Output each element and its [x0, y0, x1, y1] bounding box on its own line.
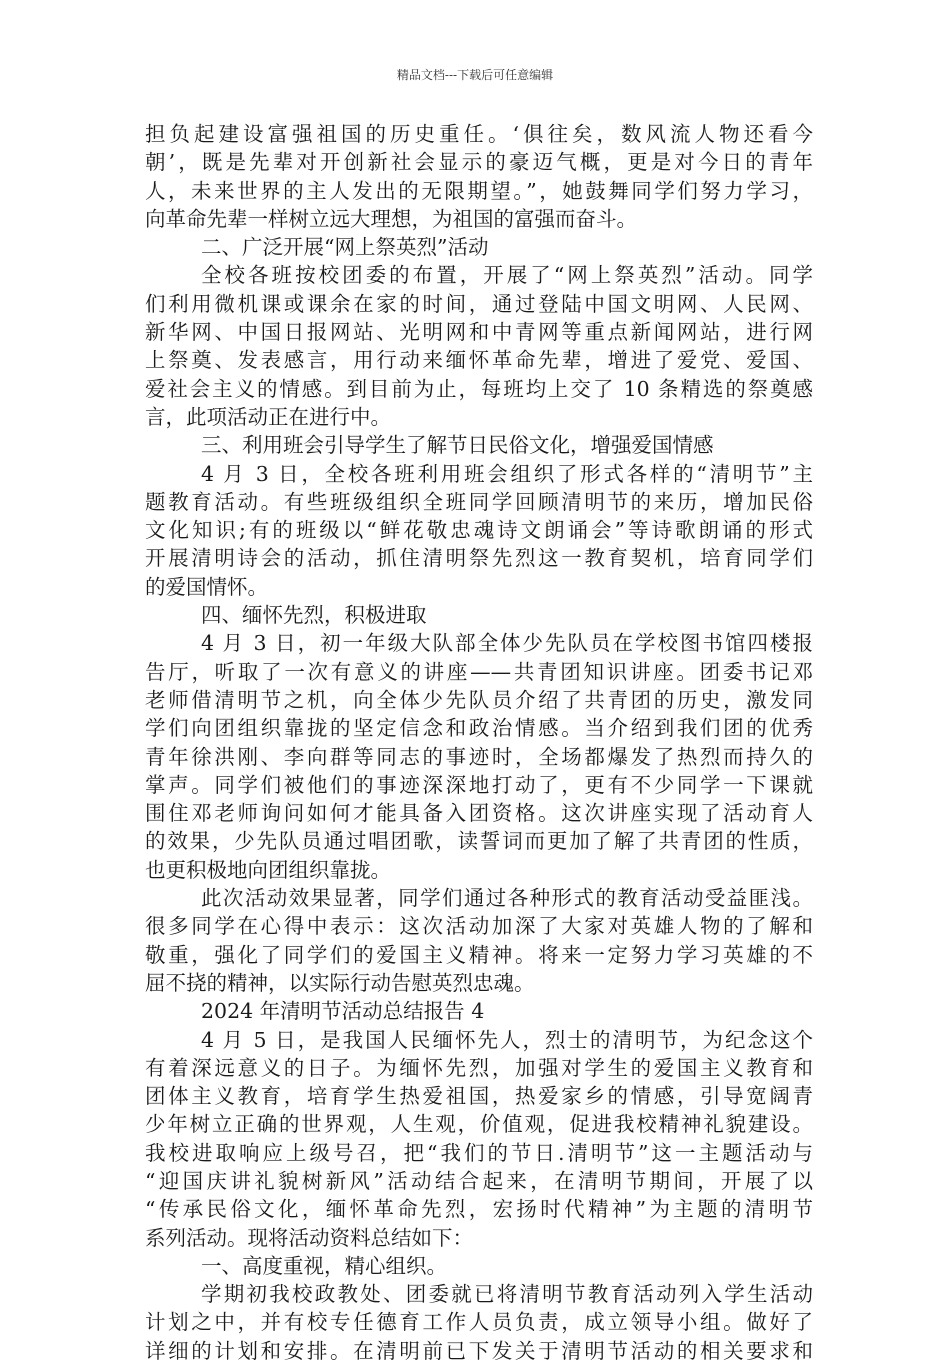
section-heading-line: 2024 年清明节活动总结报告 4 [201, 999, 485, 1024]
paragraph-line: 言，此项活动正在进行中。 [145, 404, 391, 429]
section-heading-line: 四、缅怀先烈，积极进取 [201, 603, 427, 628]
paragraph-line: 敬重，强化了同学们的爱国主义精神。将来一定努力学习英雄的不 [145, 942, 813, 967]
paragraph-line: 有着深远意义的日子。为缅怀先烈，加强对学生的爱国主义教育和 [145, 1055, 813, 1080]
paragraph-line: 文化知识;有的班级以“鲜花敬忠魂诗文朗诵会”等诗歌朗诵的形式 [145, 518, 813, 543]
paragraph-line: 系列活动。现将活动资料总结如下： [145, 1225, 473, 1250]
section-heading-line: 三、利用班会引导学生了解节日民俗文化，增强爱国情感 [201, 433, 714, 458]
paragraph-line: 上祭奠、发表感言，用行动来缅怀革命先辈，增进了爱党、爱国、 [145, 348, 813, 373]
paragraph-line: 人，未来世界的主人发出的无限期望。”，她鼓舞同学们努力学习， [145, 178, 813, 203]
paragraph-line: 也更积极地向团组织靠拢。 [145, 857, 391, 882]
paragraph-line: 们利用微机课或课余在家的时间，通过登陆中国文明网、人民网、 [145, 291, 813, 316]
paragraph-line: 的效果，少先队员通过唱团歌，读誓词而更加了解了共青团的性质， [145, 829, 813, 854]
paragraph-line: 围住邓老师询问如何才能具备入团资格。这次讲座实现了活动育人 [145, 801, 813, 826]
paragraph-line: 详细的计划和安排。在清明前已下发关于清明节活动的相关要求和 [145, 1338, 813, 1363]
paragraph-line: 团体主义教育，培育学生热爱祖国，热爱家乡的情感，引导宽阔青 [145, 1084, 813, 1109]
paragraph-line: 向革命先辈一样树立远大理想，为祖国的富强而奋斗。 [145, 206, 637, 231]
paragraph-line: 学期初我校政教处、团委就已将清明节教育活动列入学生活动 [201, 1282, 813, 1307]
paragraph-line: 的爱国情怀。 [145, 574, 268, 599]
paragraph-line: 题教育活动。有些班级组织全班同学回顾清明节的来历，增加民俗 [145, 489, 813, 514]
paragraph-line: 4 月 5 日，是我国人民缅怀先人，烈士的清明节，为纪念这个 [201, 1027, 813, 1052]
paragraph-line: “迎国庆讲礼貌树新风”活动结合起来，在清明节期间，开展了以 [145, 1168, 813, 1193]
paragraph-line: 担负起建设富强祖国的历史重任。‘俱往矣，数风流人物还看今 [145, 122, 813, 146]
paragraph-line: 学们向团组织靠拢的坚定信念和政治情感。当介绍到我们团的优秀 [145, 716, 813, 741]
paragraph-line: 很多同学在心得中表示：这次活动加深了大家对英雄人物的了解和 [145, 914, 813, 939]
paragraph-line: 掌声。同学们被他们的事迹深深地打动了，更有不少同学一下课就 [145, 772, 813, 797]
paragraph-line: 开展清明诗会的活动，抓住清明祭先烈这一教育契机，培育同学们 [145, 546, 813, 571]
document-body [145, 120, 813, 1365]
paragraph-line: 屈不挠的精神，以实际行动告慰英烈忠魂。 [145, 970, 535, 995]
paragraph-line: 老师借清明节之机，向全体少先队员介绍了共青团的历史，激发同 [145, 687, 813, 712]
paragraph-line: 4 月 3 日，初一年级大队部全体少先队员在学校图书馆四楼报 [201, 631, 813, 656]
paragraph-line: 此次活动效果显著，同学们通过各种形式的教育活动受益匪浅。 [201, 886, 813, 911]
section-heading-line: 一、高度重视，精心组织。 [201, 1253, 447, 1278]
paragraph-line: “传承民俗文化，缅怀革命先烈，宏扬时代精神”为主题的清明节 [145, 1197, 813, 1222]
paragraph-line: 少年树立正确的世界观，人生观，价值观，促进我校精神礼貌建设。 [145, 1112, 813, 1137]
paragraph-line: 4 月 3 日，全校各班利用班会组织了形式各样的“清明节”主 [201, 461, 813, 486]
paragraph-line: 爱社会主义的情感。到目前为止，每班均上交了 10 条精选的祭奠感 [145, 376, 813, 401]
paragraph-line: 告厅，听取了一次有意义的讲座——共青团知识讲座。团委书记邓 [145, 659, 813, 684]
paragraph-line: 全校各班按校团委的布置，开展了“网上祭英烈”活动。同学 [201, 263, 813, 288]
paragraph-line: 计划之中，并有校专任德育工作人员负责，成立领导小组。做好了 [145, 1310, 813, 1335]
page-header: 精品文档---下载后可任意编辑 [396, 68, 554, 82]
paragraph-line: 我校进取响应上级号召，把“我们的节日.清明节”这一主题活动与 [145, 1140, 813, 1165]
section-heading-line: 二、广泛开展“网上祭英烈”活动 [201, 235, 489, 260]
paragraph-line: 青年徐洪刚、李向群等同志的事迹时，全场都爆发了热烈而持久的 [145, 744, 813, 769]
paragraph-line: 朝’，既是先辈对开创新社会显示的豪迈气概，更是对今日的青年 [145, 150, 813, 175]
paragraph-line: 新华网、中国日报网站、光明网和中青网等重点新闻网站，进行网 [145, 320, 813, 345]
